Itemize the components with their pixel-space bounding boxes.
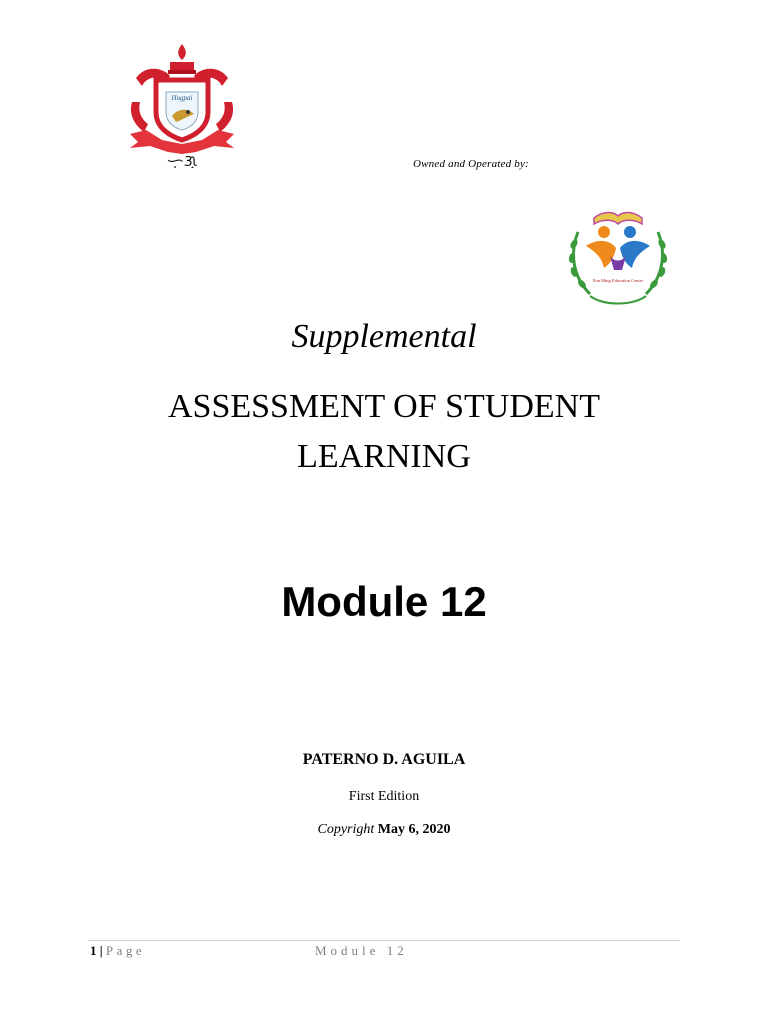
owned-operated-label: Owned and Operated by: [413,158,529,170]
footer-page-info [90,943,145,959]
education-center-name: Fun Ming Education Center [592,278,644,283]
page-number: 1 [90,943,97,958]
copyright-line [0,822,768,838]
author-name: PATERNO D. AGUILA [302,751,466,768]
footer-divider [88,940,680,941]
shield-icon [156,80,208,140]
supplemental-heading: Supplemental [291,318,477,355]
title-line-1: ASSESSMENT OF STUDENT [167,388,600,425]
footer-separator: | [96,943,106,958]
crown-icon [168,62,196,74]
people-figures-icon [586,226,650,270]
edition-label: First Edition [348,789,420,804]
copyright-label: Copyright [317,822,375,837]
crest-word-text: Hugpai [171,94,193,102]
module-heading: Module 12 [281,578,487,625]
university-crest-logo [126,42,238,168]
flame-icon [178,44,186,60]
document-title [0,382,768,482]
education-center-logo [564,202,672,314]
copyright-date: May 6, 2020 [377,822,451,837]
open-book-icon [594,213,642,225]
page-word: Page [105,943,146,958]
baybayin-script-text: ᜑᜓᜄ᜔ [166,151,198,168]
footer-module-text: Module 12 [315,943,408,958]
title-line-2: LEARNING [297,438,471,475]
